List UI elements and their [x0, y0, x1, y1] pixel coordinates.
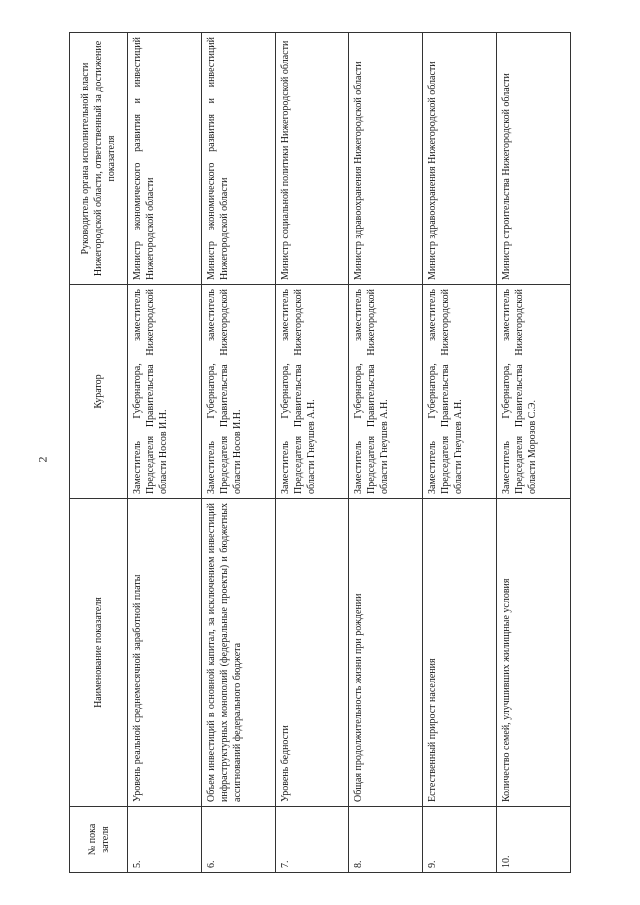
row-head: Министр экономического развития и инвестиций Нижегородской области — [128, 33, 202, 285]
row-num: 9. — [423, 807, 497, 873]
row-curator: Заместитель Губернатора, заместитель Председателя Правительства Нижегородской области Носов И.Н. — [201, 285, 275, 499]
header-num: № пока зателя — [70, 807, 128, 873]
row-head: Министр здравоохранения Нижегородской области — [349, 33, 423, 285]
row-name: Общая продолжительность жизни при рождении — [349, 499, 423, 807]
table-row — [128, 33, 202, 873]
row-curator: Заместитель Губернатора, заместитель Председателя Правительства Нижегородской области Морозов С.Э. — [497, 285, 571, 499]
table-row — [201, 33, 275, 873]
page-number: 2 — [35, 456, 50, 463]
table-row — [349, 33, 423, 873]
row-head: Министр социальной политики Нижегородской области — [275, 33, 349, 285]
row-name: Количество семей, улучшивших жилищные условия — [497, 499, 571, 807]
row-name: Уровень бедности — [275, 499, 349, 807]
row-head: Министр строительства Нижегородской области — [497, 33, 571, 285]
row-curator: Заместитель Губернатора, заместитель Председателя Правительства Нижегородской области Гнеушев А.Н. — [275, 285, 349, 499]
table-header-row — [70, 33, 128, 873]
row-num: 10. — [497, 807, 571, 873]
row-name: Естественный прирост населения — [423, 499, 497, 807]
row-num: 5. — [128, 807, 202, 873]
header-name: Наименование показателя — [70, 499, 128, 807]
header-head: Руководитель органа исполнительной власти Нижегородской области, ответственный за достижение показателя — [70, 33, 128, 285]
row-curator: Заместитель Губернатора, заместитель Председателя Правительства Нижегородской области Гнеушев А.Н. — [349, 285, 423, 499]
row-num: 6. — [201, 807, 275, 873]
header-curator: Куратор — [70, 285, 128, 499]
row-num: 7. — [275, 807, 349, 873]
rotated-sheet — [69, 33, 571, 873]
table-row — [275, 33, 349, 873]
table-row — [497, 33, 571, 873]
row-head: Министр экономического развития и инвестиций Нижегородской области — [201, 33, 275, 285]
row-curator: Заместитель Губернатора, заместитель Председателя Правительства Нижегородской области Гнеушев А.Н. — [423, 285, 497, 499]
row-head: Министр здравоохранения Нижегородской области — [423, 33, 497, 285]
table-row — [423, 33, 497, 873]
row-num: 8. — [349, 807, 423, 873]
row-curator: Заместитель Губернатора, заместитель Председателя Правительства Нижегородской области Носов И.Н. — [128, 285, 202, 499]
indicators-table — [69, 32, 571, 873]
row-name: Уровень реальной среднемесячной заработной платы — [128, 499, 202, 807]
row-name: Объем инвестиций в основной капитал, за исключением инвестиций инфраструктурных монополий (федеральные проекты) и бюджетных ассигнований федерального бюджета — [201, 499, 275, 807]
